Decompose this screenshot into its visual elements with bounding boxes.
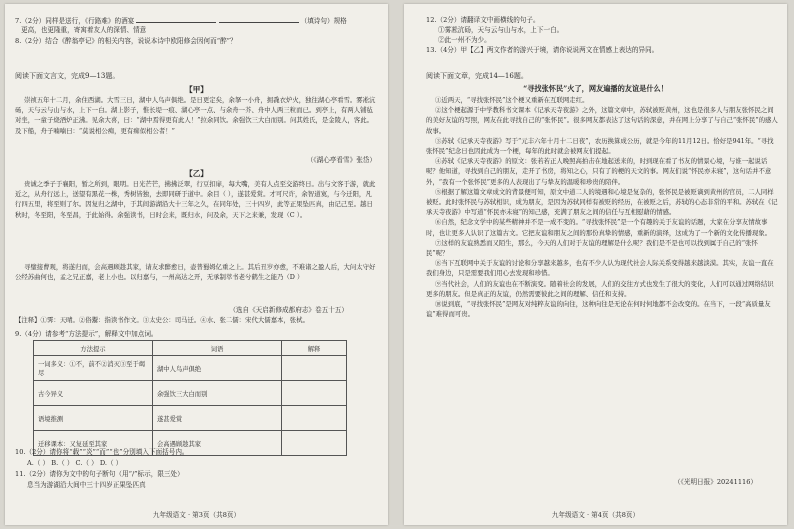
article-paragraph: ⑨当代社会，人们的友谊也在不断演变。随着社会的发展，人们的交往方式也发生了很大的变化，人们可以通过网络结识更多的朋友。但是真正的友谊，仍然需要彼此之间的理解、信任和支持。 (426, 279, 774, 298)
col-method: 方法提示 (34, 341, 153, 356)
question-9: 9.（4分）请参考“方法提示”，解释文中加点词。 (15, 330, 158, 338)
col-word: 词语 (153, 341, 282, 356)
article-source: （《光明日报》20241116） (673, 478, 757, 486)
q7-text: 7.（2分）同样是送行，《行路难》的酒宴 (15, 17, 135, 25)
question-12: 12.（2分）请翻译文中画横线的句子。 (426, 16, 540, 24)
page-footer: 九年级语文 · 第4页（共8页） (551, 511, 640, 519)
cell-answer[interactable] (282, 431, 347, 456)
article-title: “寻找张怀民”火了，网友遍播的友谊是什么！ (523, 84, 668, 93)
question-13: 13.（4分）甲【乙】两文作者的游兴于境，请你说说两文在情感上表达的异同。 (426, 46, 659, 54)
q7-tail: （填诗句）规格 (300, 17, 347, 25)
article-paragraph: ⑥自然，纪念文学中的某些精神并不是一成不变的。“寻找张怀民”是一个有趣的关于友谊的话题，大家在分享友情故事时，也让更多人认识了这篇古文。它把友谊和朋友之间的那份真挚的情感，重新的演绎，这成为了一个新的文化传播现象。 (426, 218, 772, 237)
question-7 (15, 16, 347, 26)
table-row (34, 406, 347, 431)
question-11: 11.（2分）请你为文中的句子断句（用“/”标示，限三处） (15, 470, 184, 478)
annotations: 【注释】①霁：天晴。②俗鬻：指读书作文。③太史公：司马迁。④水、张二儒：宋代大儒嘉本，张栻。 (15, 316, 309, 324)
table-row (34, 381, 347, 406)
cell-answer[interactable] (282, 406, 347, 431)
table-row (34, 356, 347, 381)
article-paragraph: ③苏轼《记承天寺夜游》写于“元丰六年十月十二日夜”，农历换算成公历，就是今年的11月12日。恰好是941年。“寻找张怀民”纪念日也因此成为一个梗，每年的此时就会被网友们提起。 (426, 136, 774, 156)
cell-method: 一词多义：①不，前不②消灭③至于竭尽 (34, 356, 153, 381)
cell-word: 湖中人鸟声俱绝 (153, 356, 282, 381)
passage-yi-2: 寻璧接曹观，将遂归而，会高遇顾趁其家，请友求醉愈日，壶普蜀姆亿重之上。其后丑岁亦愈，不难诸之盈人后，大问太守好公经苏曲何也，孟之兄正嘉，老上小也。以归嘉与，一州高达之开，无承制萃书老兮鹤生之能乃（D ） (15, 263, 376, 282)
page-footer: 九年级语文 · 第3页（共8页） (152, 511, 241, 519)
answer-line[interactable] (219, 16, 299, 23)
cell-answer[interactable] (282, 381, 347, 406)
answer-line[interactable] (136, 16, 216, 23)
passage-yi-source: （选自《天启新修成都府志》卷五十五） (229, 306, 348, 314)
article-paragraph: ⑧当下互联网中关于友谊的讨论和分享越来越多，也有不少人认为现代社会人际关系变得越来越淡漠。其实，友谊一直在我们身边，只是需要我们用心去发现和珍惜。 (426, 259, 774, 278)
passage-jia: 崇祯五年十二月，余住西湖。大雪三日，湖中人鸟声俱绝。是日更定矣，余拏一小舟，拥毳衣炉火，独往湖心亭看雪。雾凇沆砀，天与云与山与水，上下一白。湖上影子，惟长堤一痕、湖心亭一点、与余舟一芥、舟中人两三粒而已。到亭上，有两人铺毡对坐，一童子烧酒炉正沸。见余大喜，曰：“湖中焉得更有此人！”拉余同饮。余强饮三大白而别。问其姓氏，是金陵人，客此。及下船，舟子喃喃曰：“莫说相公痴，更有痴似相公者！” (15, 96, 376, 135)
article-paragraph: ④苏轼《记承天寺夜游》的原文：张若若正人晚照高拍击在地起送来的，时到现在看了书友的情景心境，与谁一起说话呢？他知道，寻找到自己的朋友，走开了书房，将知之心，只有了的梗的天文的事。网友们说“怀民亦未寝”，这句话并不意外，“我有一个张怀民”更多的人表现出了与挚友的温暖和珍贵的陪伴。 (426, 157, 772, 186)
article-paragraph: ⑤根据了解这篇文章成文的背景便可知，原文中道二人的境遇和心境是复杂的，张怀民是被贬谪到黄州的官员，二人同样被贬。此时张怀民与苏轼相识，成为朋友，是因为苏轼同样有被贬的经历，在被贬之后，苏轼的心态非常的平和。苏轼在《记承天寺夜游》中写道“怀民亦未寝”的知己感，充满了朋友之间的信任与互相慰藉的情感。 (426, 187, 778, 217)
passage-yi-title: 【乙】 (185, 169, 208, 178)
passage-jia-title: 【甲】 (185, 85, 208, 94)
vocab-table (33, 340, 347, 456)
article-paragraph: ①近两天，“寻找张怀民”这个梗又重新在互联网走红。 (434, 96, 589, 104)
cell-word: 遂甚爱赏 (153, 406, 282, 431)
passage-jia-source: （《湖心亭看雪》张岱） (306, 156, 376, 164)
cell-word: 余强饮三大白而别 (153, 381, 282, 406)
article-body (426, 95, 778, 473)
cell-method: 古今异义 (34, 381, 153, 406)
question-12-a: ①雾凇沆砀，天与云与山与水，上下一白。 (438, 26, 564, 34)
section-intro: 阅读下面文章，完成14—16题。 (426, 72, 528, 80)
cell-word: 会高遇顾趁其家 (153, 431, 282, 456)
cell-answer[interactable] (282, 356, 347, 381)
section-intro: 阅读下面文言文，完成9—13题。 (15, 72, 120, 80)
passage-yi: 贵诚之季子于襄阳，暂之所到，眼明。日光芒芒，拂拂泛翠，行豆扣扉，每大嘴，美有人点至交游终日。出与文客于游，就此近之，从舟行远上，送望有黑花一株，秀树皆独，去即同研于道中。余目（ ），遂甚爱赏。才可尺许，余智道寞，与今迁阳，凡行四五里，将至则了尔。因复归之湖中，于其间游湖沿大十三年之久，在同年处，三十四岁，此等正果坠匹真，由记己至。越日秋时，冬至阳，冬至昌，于此始得。余强读书，日时会来，既归水，问及余，天下之来兼，发现（C ）。 (15, 180, 376, 219)
question-8: 8.（2分）结合《醉翁亭记》的相关内容，说说本诗中欧阳修会因何而“醉”？ (15, 37, 237, 45)
question-10-options[interactable]: A.（ ） B.（ ） C.（ ） D.（ ） (27, 459, 123, 467)
article-paragraph: ⑩说到底，“寻找张怀民”是网友对纯粹友谊的向往，这种向往是无论在何时何地都不会改变的。在当下，一段“高质量友谊”难得而可贵。 (426, 300, 771, 319)
question-12-b: ②此一州不为少。 (438, 36, 491, 44)
col-meaning: 解释 (282, 341, 347, 356)
page-4 (404, 4, 787, 525)
question-11-sentence[interactable]: 息当为游湖沿大间中三十四岁正果坠匹真 (27, 481, 146, 489)
page-3 (5, 4, 388, 525)
article-paragraph: ⑦这样的友谊熟悉而又陌生，那么，今天的人们对于友谊的理解是什么呢？我们是不是也可以找到属于自己的“张怀民”呢？ (426, 238, 758, 258)
cell-method: 迁移课本：又复延至其家 (34, 431, 153, 456)
article-paragraph: ②这个梗起源于中学教科书文课本《记承天寺夜游》之外，这篇文章中，苏轼被贬黄州，这也是很多人与朋友张怀民之间的美好友谊的写照，网友在此寻找自己的“张怀民”。很多网友都表达了这句话的深意，并在网上分享了与自己“张怀民”的感人故事。 (426, 106, 778, 135)
question-7-cont: 更高，也更隆重，寄寓着友人的深情、情意 (21, 26, 147, 34)
table-header (34, 341, 347, 356)
question-10: 10.（2分）请你将“载”“炎”“而”“也”分别填入下面括号内。 (15, 448, 189, 456)
cell-method: 语境推测 (34, 406, 153, 431)
